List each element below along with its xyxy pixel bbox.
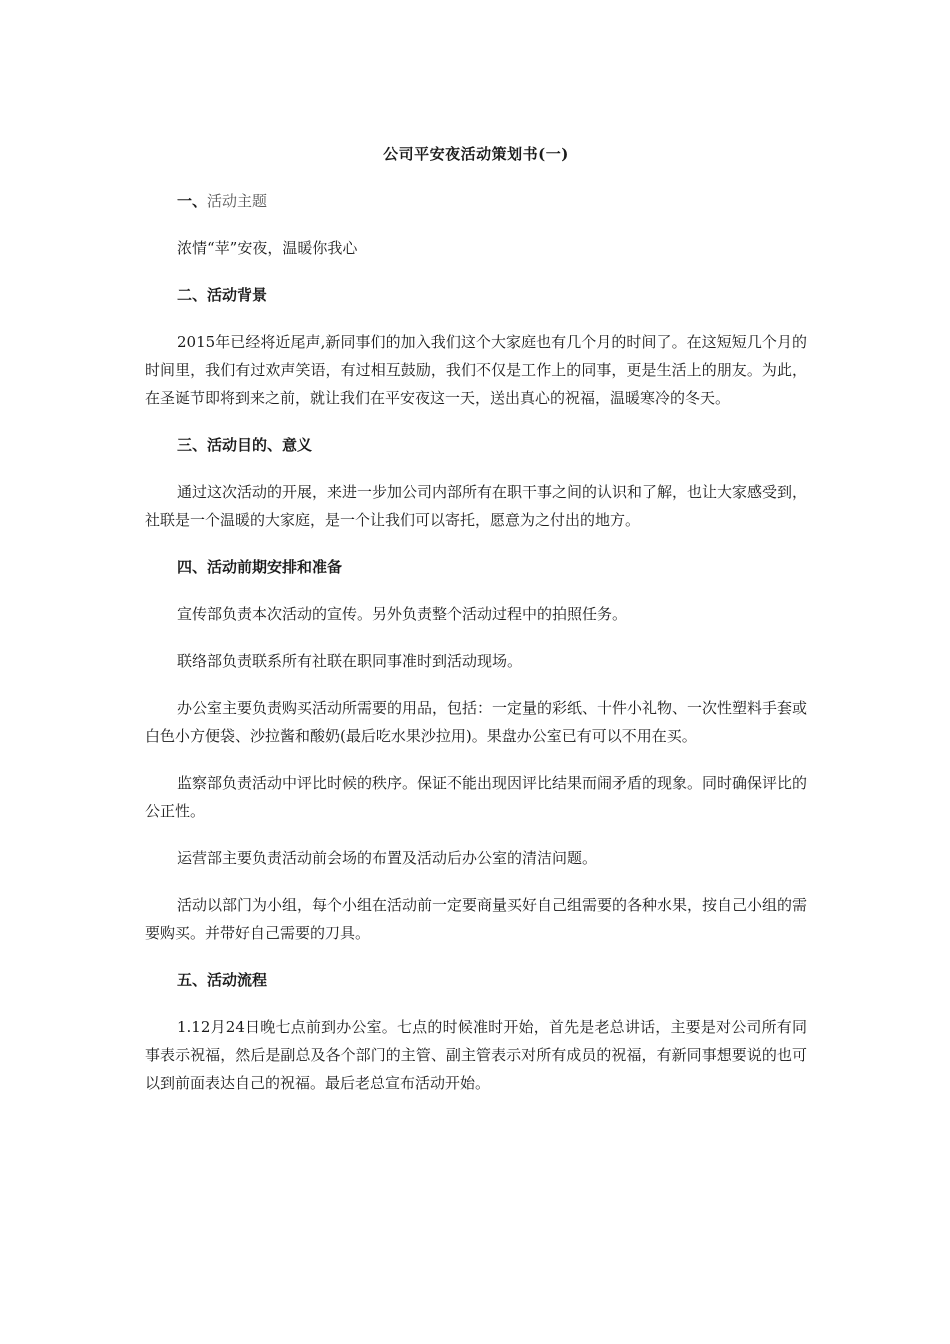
purpose-paragraph: 通过这次活动的开展，来进一步加公司内部所有在职干事之间的认识和了解，也让大家感受到，社联是一个温暖的大家庭，是一个让我们可以寄托，愿意为之付出的地方。 [145,483,808,529]
background-paragraph: 2015年已经将近尾声,新同事们的加入我们这个大家庭也有几个月的时间了。在这短短几个月的时间里，我们有过欢声笑语，有过相互鼓励，我们不仅是工作上的同事，更是生活上的朋友。为此，在圣诞节即将到来之前，就让我们在平安夜这一天，送出真心的祝福，温暖寒冷的冬天。 [145,333,807,407]
preparation-paragraph-liaison: 联络部负责联系所有社联在职同事准时到活动现场。 [177,652,523,670]
theme-paragraph: 浓情“苹”安夜，温暖你我心 [177,239,358,257]
preparation-paragraph-office: 办公室主要负责购买活动所需要的用品，包括：一定量的彩纸、十件小礼物、一次性塑料手套或白色小方便袋、沙拉酱和酸奶(最后吃水果沙拉用)。果盘办公室已有可以不用在买。 [145,699,808,745]
preparation-paragraph-operations: 运营部主要负责活动前会场的布置及活动后办公室的清洁问题。 [177,849,598,867]
preparation-paragraph-publicity: 宣传部负责本次活动的宣传。另外负责整个活动过程中的拍照任务。 [177,605,628,623]
section-heading-purpose: 三、活动目的、意义 [177,436,313,454]
section-heading-preparation: 四、活动前期安排和准备 [177,558,343,576]
process-paragraph: 1.12月24日晚七点前到办公室。七点的时候准时开始，首先是老总讲话，主要是对公司所有同事表示祝福，然后是副总及各个部门的主管、副主管表示对所有成员的祝福，有新同事想要说的也可以到前面表达自己的祝福。最后老总宣布活动开始。 [145,1018,807,1092]
section-heading-background: 二、活动背景 [177,286,268,304]
preparation-paragraph-supervision: 监察部负责活动中评比时候的秩序。保证不能出现因评比结果而闹矛盾的现象。同时确保评比的公正性。 [145,774,808,820]
preparation-paragraph-groups: 活动以部门为小组，每个小组在活动前一定要商量买好自己组需要的各种水果，按自己小组的需要购买。并带好自己需要的刀具。 [145,896,808,942]
section-heading-process: 五、活动流程 [177,971,268,989]
section-heading-theme [145,187,807,215]
document-body [145,140,807,1116]
section-heading-theme-text: 活动主题 [207,192,268,210]
document-title: 公司平安夜活动策划书(一) [383,145,569,163]
section-heading-theme-prefix: 一、 [177,192,208,210]
